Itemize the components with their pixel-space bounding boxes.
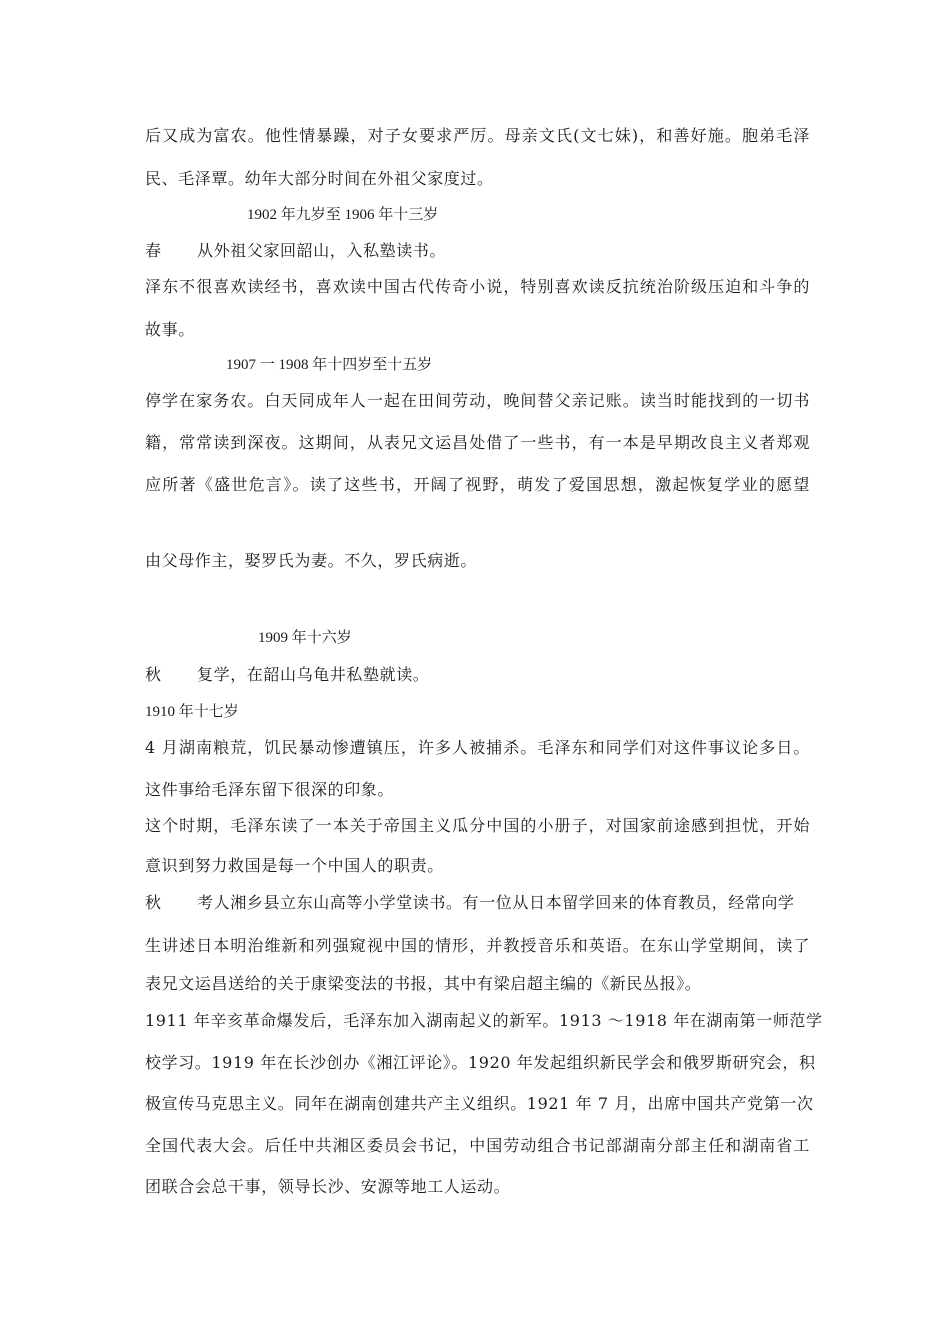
- paragraph-line: 团联合会总干事，领导长沙、安源等地工人运动。: [145, 1177, 511, 1196]
- paragraph-line: 民、毛泽覃。幼年大部分时间在外祖父家度过。: [145, 169, 494, 188]
- paragraph-line: 1911 年辛亥革命爆发后，毛泽东加入湖南起义的新军。1913 ～1918 年在湖南第一师范学: [145, 1011, 823, 1030]
- paragraph-line: 校学习。1919 年在长沙创办《湘江评论》。1920 年发起组织新民学会和俄罗斯研究会，积: [145, 1053, 816, 1072]
- paragraph-line: 4 月湖南粮荒，饥民暴动惨遭镇压，许多人被捕杀。毛泽东和同学们对这件事议论多日。: [145, 738, 810, 757]
- paragraph-line: 籍，常常读到深夜。这期间，从表兄文运昌处借了一些书，有一本是早期改良主义者郑观: [145, 433, 810, 452]
- paragraph-line: 由父母作主，娶罗氏为妻。不久，罗氏病逝。: [145, 551, 478, 570]
- paragraph-line: 这个时期，毛泽东读了一本关于帝国主义瓜分中国的小册子，对国家前途感到担忧，开始: [145, 816, 810, 835]
- section-heading-1909: 1909 年十六岁: [258, 630, 352, 646]
- event-text: 从外祖父家回韶山，入私塾读书。: [197, 241, 447, 260]
- paragraph-line: 表兄文运昌送给的关于康梁变法的书报，其中有梁启超主编的《新民丛报》。: [145, 974, 702, 993]
- paragraph-line: 意识到努力救国是每一个中国人的职责。: [145, 856, 444, 875]
- paragraph-line: 全国代表大会。后任中共湘区委员会书记，中国劳动组合书记部湖南分部主任和湖南省工: [145, 1136, 810, 1155]
- paragraph-line: 停学在家务农。白天同成年人一起在田间劳动，晚间替父亲记账。读当时能找到的一切书: [145, 391, 810, 410]
- paragraph-line: 极宣传马克思主义。同年在湖南创建共产主义组织。1921 年 7 月，出席中国共产党第一次: [145, 1094, 814, 1113]
- paragraph-line: 故事。: [145, 320, 195, 339]
- timeline-entry: [145, 241, 810, 261]
- section-heading-1907: 1907 一 1908 年十四岁至十五岁: [226, 357, 433, 373]
- season-label: 秋: [145, 893, 162, 912]
- paragraph-line: 这件事给毛泽东留下很深的印象。: [145, 780, 395, 799]
- paragraph-line: 泽东不很喜欢读经书，喜欢读中国古代传奇小说，特别喜欢读反抗统治阶级压迫和斗争的: [145, 277, 810, 296]
- season-label: 秋: [145, 665, 162, 684]
- paragraph-line: 后又成为富农。他性情暴躁，对子女要求严厉。母亲文氏(文七妹)，和善好施。胞弟毛泽: [145, 126, 810, 145]
- section-heading-1902: 1902 年九岁至 1906 年十三岁: [247, 207, 439, 223]
- timeline-entry: [145, 893, 810, 913]
- event-text: 复学，在韶山乌龟井私塾就读。: [197, 665, 430, 684]
- season-label: 春: [145, 241, 162, 260]
- paragraph-line: 应所著《盛世危言》。读了这些书，开阔了视野，萌发了爱国思想，激起恢复学业的愿望: [145, 475, 810, 494]
- paragraph-line: 生讲述日本明治维新和列强窥视中国的情形，并教授音乐和英语。在东山学堂期间，读了: [145, 936, 810, 955]
- timeline-entry: [145, 665, 810, 685]
- event-text: 考人湘乡县立东山高等小学堂读书。有一位从日本留学回来的体育教员，经常向学: [197, 893, 795, 912]
- section-heading-1910: 1910 年十七岁: [145, 704, 239, 720]
